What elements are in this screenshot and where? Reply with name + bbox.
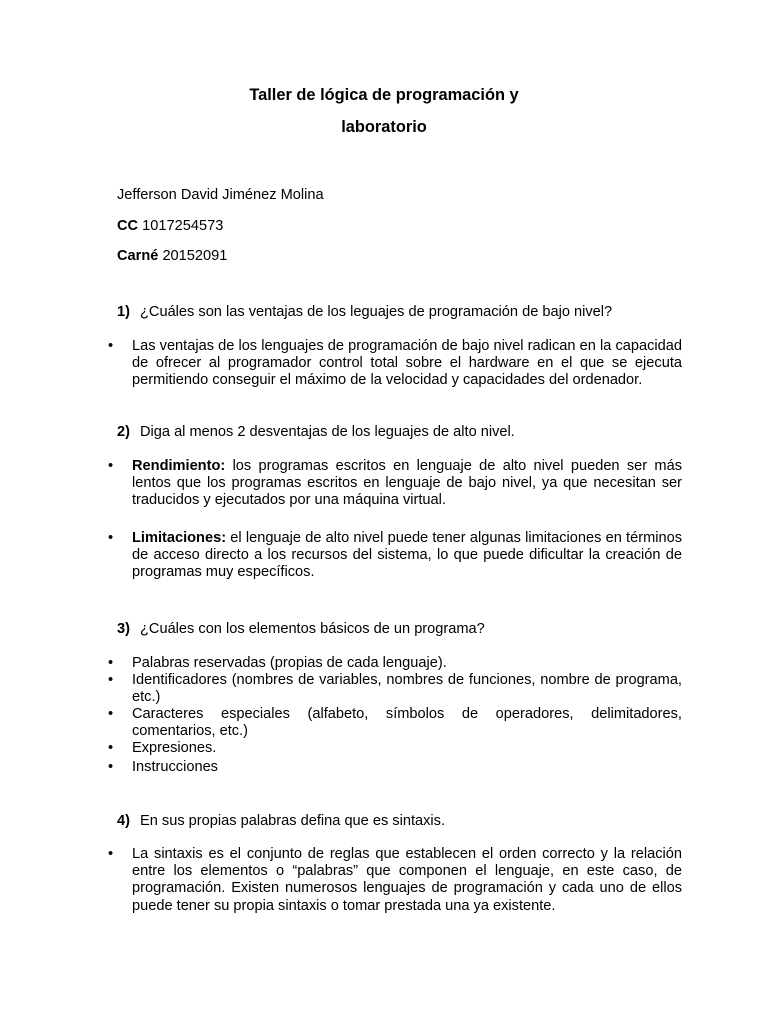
cc-value: 1017254573 [142,218,224,234]
answer-text: el lenguaje de alto nivel puede tener algunas limitaciones en términos de acceso directo a los recursos del sistema, lo que puede dificultar la creación de programas muy específicos. [132,530,682,581]
document-title-line1: Taller de lógica de programación y [249,86,519,104]
bullet-icon: • [108,740,114,756]
list-item [108,458,682,510]
author-name: Jefferson David Jiménez Molina [117,187,324,203]
answer-text: Instrucciones [132,759,218,775]
answer-text: Identificadores (nombres de variables, nombres de funciones, nombre de programa, etc.) [132,672,682,706]
list-item [108,672,682,706]
answer-label: Limitaciones: [132,530,227,546]
list-item [108,846,682,915]
question-3 [117,620,485,638]
question-2 [117,423,515,441]
question-1 [117,303,612,321]
list-item [108,655,682,672]
question-text: Diga al menos 2 desventajas de los leguajes de alto nivel. [140,424,515,440]
question-number: 3) [117,621,130,637]
question-number: 1) [117,304,130,320]
carne-label: Carné [117,248,159,264]
bullet-icon: • [108,846,114,862]
answer-text: Expresiones. [132,740,217,756]
list-item [108,740,682,757]
answer-text: los programas escritos en lenguaje de alto nivel pueden ser más lentos que los programas escritos en lenguaje de bajo nivel, ya que necesitan ser traducidos y ejecutados por una máquina virtual. [132,458,682,509]
list-item [108,338,682,390]
bullet-icon: • [108,530,114,546]
question-number: 4) [117,813,130,829]
cc-label: CC [117,218,139,234]
question-number: 2) [117,424,130,440]
question-text: En sus propias palabras defina que es sintaxis. [140,813,446,829]
carne-line [117,247,227,265]
bullet-icon: • [108,338,114,354]
bullet-icon: • [108,759,114,775]
question-text: ¿Cuáles son las ventajas de los leguajes de programación de bajo nivel? [140,304,613,320]
list-item [108,706,682,740]
document-title-line2: laboratorio [341,118,427,136]
bullet-icon: • [108,672,114,688]
answer-text: Las ventajas de los lenguajes de programación de bajo nivel radican en la capacidad de ofrecer al programador control total sobre el hardware en el que se ejecuta permitiendo conseguir el máximo de la velocidad y capacidades del ordenador. [132,338,682,389]
answer-label: Rendimiento: [132,458,226,474]
answer-text: La sintaxis es el conjunto de reglas que establecen el orden correcto y la relación entre los elementos o “palabras” que componen el lenguaje, en este caso, de programación. Existen numerosos lenguajes de programación y cada uno de ellos puede tener su propia sintaxis o tomar prestada una ya existente. [132,846,682,914]
bullet-icon: • [108,458,114,474]
answer-text: Palabras reservadas (propias de cada lenguaje). [132,655,447,671]
answer-text: Caracteres especiales (alfabeto, símbolos de operadores, delimitadores, comentarios, etc.) [132,706,682,740]
list-item [108,759,682,776]
bullet-icon: • [108,706,114,722]
cc-line [117,217,223,235]
carne-value: 20152091 [162,248,228,264]
question-4 [117,812,445,830]
question-text: ¿Cuáles con los elementos básicos de un programa? [140,621,485,637]
bullet-icon: • [108,655,114,671]
list-item [108,530,682,582]
